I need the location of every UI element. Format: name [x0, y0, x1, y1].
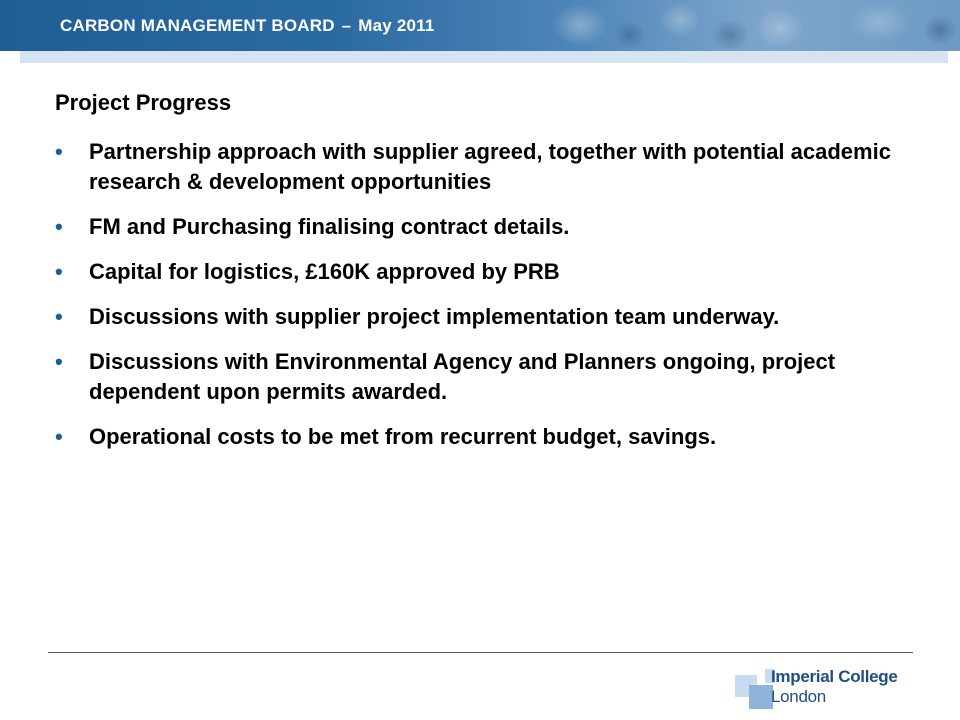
slide-heading: Project Progress [55, 90, 232, 115]
bullet-text: FM and Purchasing finalising contract details. [89, 214, 570, 239]
header-subbar [20, 51, 948, 63]
header-date: May 2011 [358, 16, 435, 35]
logo-text-line1: Imperial College [771, 667, 898, 686]
bullet-icon: • [55, 214, 63, 239]
header-photo-strip [520, 0, 960, 51]
bullet-item [55, 257, 895, 287]
bullet-icon: • [55, 424, 63, 449]
bullet-item [55, 137, 895, 197]
logo-square-icon [749, 685, 773, 709]
bullet-text: Discussions with supplier project implementation team underway. [89, 304, 780, 329]
bullet-item [55, 422, 895, 452]
slide-content [55, 88, 895, 467]
bullet-item [55, 302, 895, 332]
footer-divider [48, 652, 913, 653]
header-title [60, 0, 435, 51]
bullet-text: Capital for logistics, £160K approved by PRB [89, 259, 560, 284]
bullet-text: Discussions with Environmental Agency and Planners ongoing, project dependent upon permits awarded. [89, 349, 836, 404]
bullet-text: Partnership approach with supplier agreed, together with potential academic research & development opportunities [89, 139, 891, 194]
logo-text-line2: London [771, 687, 826, 706]
bullet-list [55, 137, 895, 452]
header-banner [0, 0, 960, 51]
bullet-item [55, 347, 895, 407]
header-title-text: CARBON MANAGEMENT BOARD [60, 16, 335, 35]
bullet-icon: • [55, 259, 63, 284]
bullet-icon: • [55, 304, 63, 329]
imperial-college-logo [735, 667, 915, 712]
bullet-icon: • [55, 139, 63, 164]
bullet-text: Operational costs to be met from recurrent budget, savings. [89, 424, 717, 449]
bullet-icon: • [55, 349, 63, 374]
header-title-dash: – [341, 16, 352, 35]
bullet-item [55, 212, 895, 242]
